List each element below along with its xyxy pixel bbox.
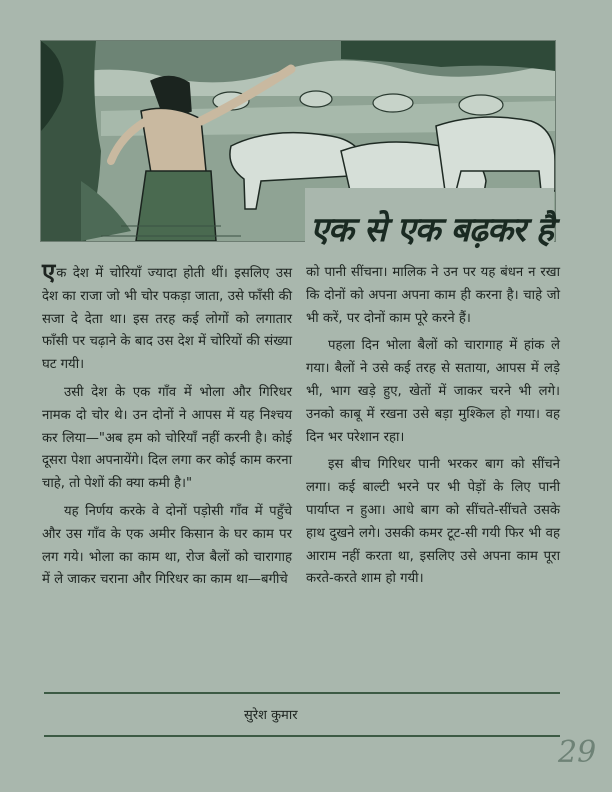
text-column-left — [42, 257, 292, 592]
drop-cap: ए — [42, 257, 56, 286]
author-credit: सुरेश कुमार — [244, 708, 298, 723]
text-column-right — [306, 262, 560, 591]
paragraph: उसी देश के एक गाँव में भोला और गिरिधर नामक दो चोर थे। उन दोनों ने आपस में यह निश्चय कर लिया—"अब हम को चोरियाँ नहीं करनी है। कोई दूसरा पेशा अपनायेंगे। दिल लगा कर कोई काम करना चाहे, तो पेशों की क्या कमी है।" — [42, 384, 292, 492]
story-title: एक से एक बढ़कर है — [310, 210, 553, 250]
paragraph: इस बीच गिरिधर पानी भरकर बाग को सींचने लगा। कई बाल्टी भरने पर भी पेड़ों के लिए पानी पार्याप्त न हुआ। आधे बाग को सींचते-सींचते उसके हाथ दुखने लगे। उसकी कमर टूट-सी गयी फिर भी वह आराम नहीं करता था, इसलिए उसे अपना काम पूरा करते-करते शाम हो गयी। — [306, 457, 560, 587]
page-number: 29 — [558, 735, 597, 770]
paragraph: यह निर्णय करके वे दोनों पड़ोसी गाँव में पहुँचे और उस गाँव के एक अमीर किसान के घर काम पर लग गये। भोला का काम था, रोज बैलों को चारागाह में ले जाकर चराना और गिरिधर का काम था—बगीचे — [42, 503, 292, 588]
paragraph-text: क देश में चोरियाँ ज्यादा होती थीं। इसलिए उस देश का राजा जो भी चोर पकड़ा जाता, उसे फाँसी की सजा दे देता था। इस तरह कई लोगों को लगातार फाँसी पर चढ़ाने के बाद उस देश में चोरियों की संख्या घट गयी। — [42, 266, 292, 373]
divider-top — [44, 692, 560, 694]
paragraph: पहला दिन भोला बैलों को चारागाह में हांक ले गया। बैलों ने उसे कई तरह से सताया, आपस में लड़े भी, भाग खड़े हुए, खेतों में जाकर चरने भी लगे। उनको काबू में रखना उसे बड़ा मुश्किल हो गया। वह दिन भर परेशान रहा। — [306, 338, 560, 445]
paragraph: को पानी सींचना। मालिक ने उन पर यह बंधन न रखा कि दोनों को अपना अपना काम ही करना है। चाहे जो भी करें, पर दोनों काम पूरे करने हैं। — [306, 265, 560, 326]
divider-bottom — [44, 735, 560, 737]
paragraph — [42, 257, 292, 377]
